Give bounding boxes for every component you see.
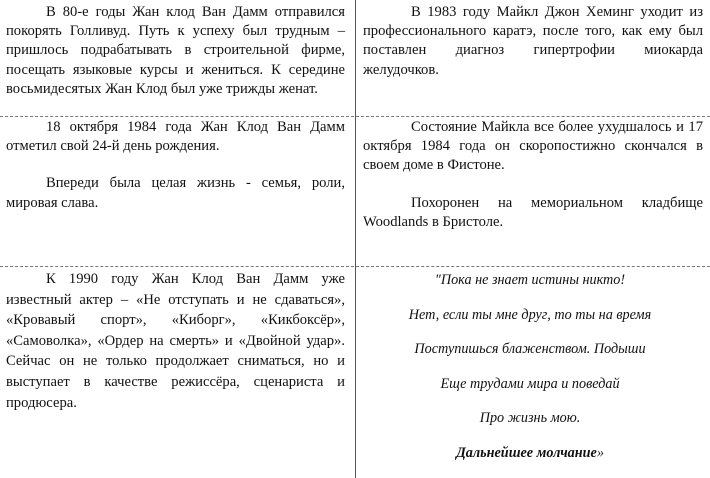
poem-bold-text: Дальнейшее молчание	[456, 444, 597, 461]
poem-closing-quote: »	[596, 444, 604, 461]
paragraph: Похоронен на мемориальном кладбище Woodlands в Бристоле.	[363, 194, 703, 230]
paragraph: 18 октября 1984 года Жан Клод Ван Дамм отметил свой 24-й день рождения.	[6, 119, 345, 155]
paragraph: Состояние Майкла все более ухудшалось и 17 октября 1984 года он скоропостижно скончался в своем доме в Фистоне.	[363, 119, 703, 174]
poem-line: Про жизнь мою.	[479, 410, 581, 426]
cell-row2-left	[6, 118, 345, 213]
poem-last-line	[360, 444, 700, 463]
row-divider-2	[0, 266, 710, 267]
cell-row1-right	[363, 3, 703, 80]
poem-cell	[360, 271, 700, 463]
cell-row2-right	[363, 118, 703, 232]
paragraph: К 1990 году Жан Клод Ван Дамм уже известный актер – «Не отступать и не сдаваться», «Кровавый спорт», «Киборг», «Кикбоксёр», «Самоволка», «Ордер на смерть» и «Двойной удар». Сейчас он не только продолжает сниматься, но и выступает в качестве режиссёра, сценариста и продюсера.	[6, 271, 345, 411]
paragraph: В 1983 году Майкл Джон Хеминг уходит из профессионального каратэ, после того, как ему был поставлен диагноз гипертрофии миокарда желудочков.	[363, 4, 703, 78]
cell-row1-left	[6, 3, 345, 99]
cell-row3-left	[6, 269, 345, 413]
row-divider-1	[0, 116, 710, 117]
paragraph: В 80-е годы Жан клод Ван Дамм отправился покорять Голливуд. Путь к успеху был трудным – пришлось подрабатывать в строительной фирме, посещать языковые курсы и жениться. К середине восьмидесятых Жан Клод был уже трижды женат.	[6, 4, 345, 97]
poem-line: Поступишься блаженством. Подыши	[414, 341, 646, 357]
poem-line: "Пока не знает истины никто!	[434, 272, 626, 288]
poem-line: Еще трудами мира и поведай	[440, 375, 620, 392]
poem-line: Нет, если ты мне друг, то ты на время	[408, 306, 652, 323]
column-divider	[355, 0, 356, 478]
paragraph: Впереди была целая жизнь - семья, роли, мировая слава.	[6, 175, 345, 211]
